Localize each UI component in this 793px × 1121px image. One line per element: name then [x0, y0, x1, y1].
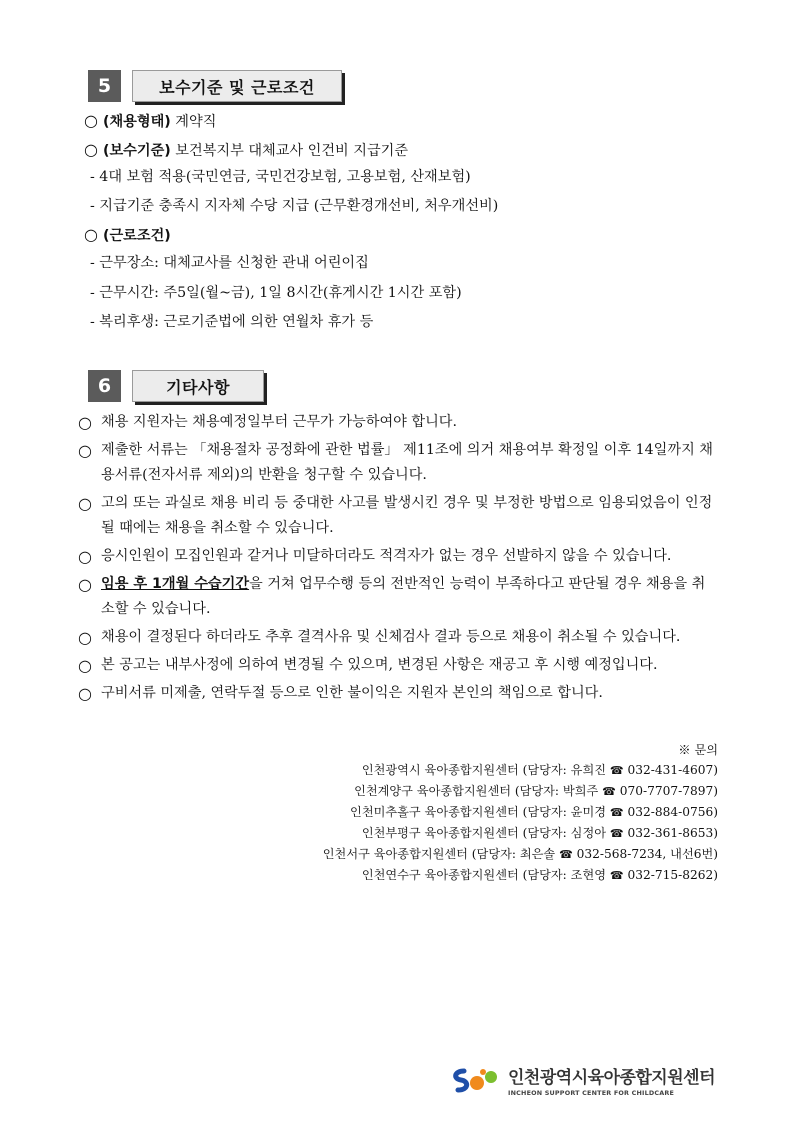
section-title: 보수기준 및 근로조건 [132, 70, 342, 102]
phone-icon: ☎ [609, 869, 624, 882]
contact-row: 인천광역시 육아종합지원센터 (담당자: 유희진 ☎ 032-431-4607) [361, 763, 718, 777]
work-condition-item: - 근무시간: 주5일(월~금), 1일 8시간(휴게시간 1시간 포함) [90, 285, 462, 301]
employment-type-value: 계약직 [175, 114, 217, 130]
circle-bullet-icon: ○ [78, 441, 92, 460]
employment-type-line [84, 111, 216, 132]
salary-standard-label: (보수기준) [102, 143, 171, 159]
contact-row: 인천부평구 육아종합지원센터 (담당자: 심정아 ☎ 032-361-8653) [361, 826, 718, 840]
employment-type-label: (채용형태) [102, 114, 171, 130]
work-conditions-line [84, 225, 171, 246]
notice-item: ○ 본 공고는 내부사정에 의하여 변경될 수 있으며, 변경된 사항은 재공고 후 시행 예정입니다. [78, 653, 718, 678]
notice-list [78, 410, 718, 706]
circle-bullet-icon: ○ [78, 628, 92, 647]
circle-bullet-icon: ○ [84, 111, 98, 130]
salary-item: - 지급기준 충족시 지자체 수당 지급 (근무환경개선비, 처우개선비) [90, 198, 499, 214]
phone-icon: ☎ [609, 764, 624, 777]
section-number: 6 [88, 370, 121, 402]
probation-period-emphasis: 임용 후 1개월 수습기간 [101, 576, 250, 592]
notice-item: ○ 구비서류 미제출, 연락두절 등으로 인한 불이익은 지원자 본인의 책임으로 합니다. [78, 681, 718, 706]
circle-bullet-icon: ○ [78, 656, 92, 675]
section-6-header [88, 370, 264, 402]
notice-item: ○ 임용 후 1개월 수습기간을 거쳐 업무수행 등의 전반적인 능력이 부족하다고 판단될 경우 채용을 취소할 수 있습니다. [78, 572, 718, 622]
notice-item: ○ 제출한 서류는 「채용절차 공정화에 관한 법률」 제11조에 의거 채용여부 확정일 이후 14일까지 채용서류(전자서류 제외)의 반환을 청구할 수 있습니다. [78, 438, 718, 488]
salary-standard-line [84, 140, 408, 161]
logo-name: 인천광역시육아종합지원센터 [508, 1068, 715, 1088]
work-condition-item: - 복리후생: 근로기준법에 의한 연월차 휴가 등 [90, 314, 374, 330]
salary-item: - 4대 보험 적용(국민연금, 국민건강보험, 고용보험, 산재보험) [90, 169, 471, 185]
contact-row: 인천미추홀구 육아종합지원센터 (담당자: 윤미경 ☎ 032-884-0756) [350, 805, 718, 819]
contact-row: 인천계양구 육아종합지원센터 (담당자: 박희주 ☎ 070-7707-7897) [354, 784, 718, 798]
phone-icon: ☎ [609, 806, 624, 819]
logo-english: INCHEON SUPPORT CENTER FOR CHILDCARE [508, 1089, 675, 1097]
contact-row: 인천연수구 육아종합지원센터 (담당자: 조현영 ☎ 032-715-8262) [361, 868, 718, 882]
circle-bullet-icon: ○ [84, 225, 98, 244]
phone-icon: ☎ [609, 827, 624, 840]
circle-bullet-icon: ○ [78, 684, 92, 703]
phone-icon: ☎ [602, 785, 616, 798]
phone-icon: ☎ [559, 848, 573, 861]
circle-bullet-icon: ○ [84, 140, 98, 159]
circle-bullet-icon: ○ [78, 547, 92, 566]
center-logo [450, 1063, 715, 1097]
salary-standard-value: 보건복지부 대체교사 인건비 지급기준 [175, 143, 409, 159]
notice-item: ○ 응시인원이 모집인원과 같거나 미달하더라도 적격자가 없는 경우 선발하지 않을 수 있습니다. [78, 544, 718, 569]
circle-bullet-icon: ○ [78, 494, 92, 513]
section-number: 5 [88, 70, 121, 102]
section-5-header [88, 70, 342, 102]
contact-heading: ※ 문의 [678, 743, 718, 757]
logo-mark-icon [450, 1065, 502, 1095]
notice-item: ○ 채용 지원자는 채용예정일부터 근무가 가능하여야 합니다. [78, 410, 718, 435]
section-title: 기타사항 [132, 370, 264, 402]
circle-bullet-icon: ○ [78, 413, 92, 432]
contact-row: 인천서구 육아종합지원센터 (담당자: 최은솔 ☎ 032-568-7234, 내선6번) [322, 847, 718, 861]
contact-info [323, 740, 718, 886]
notice-item: ○ 채용이 결정된다 하더라도 추후 결격사유 및 신체검사 결과 등으로 채용이 취소될 수 있습니다. [78, 625, 718, 650]
work-conditions-label: (근로조건) [102, 228, 171, 244]
work-condition-item: - 근무장소: 대체교사를 신청한 관내 어린이집 [90, 255, 369, 271]
circle-bullet-icon: ○ [78, 575, 92, 594]
notice-item: ○ 고의 또는 과실로 채용 비리 등 중대한 사고를 발생시킨 경우 및 부정한 방법으로 임용되었음이 인정될 때에는 채용을 취소할 수 있습니다. [78, 491, 718, 541]
